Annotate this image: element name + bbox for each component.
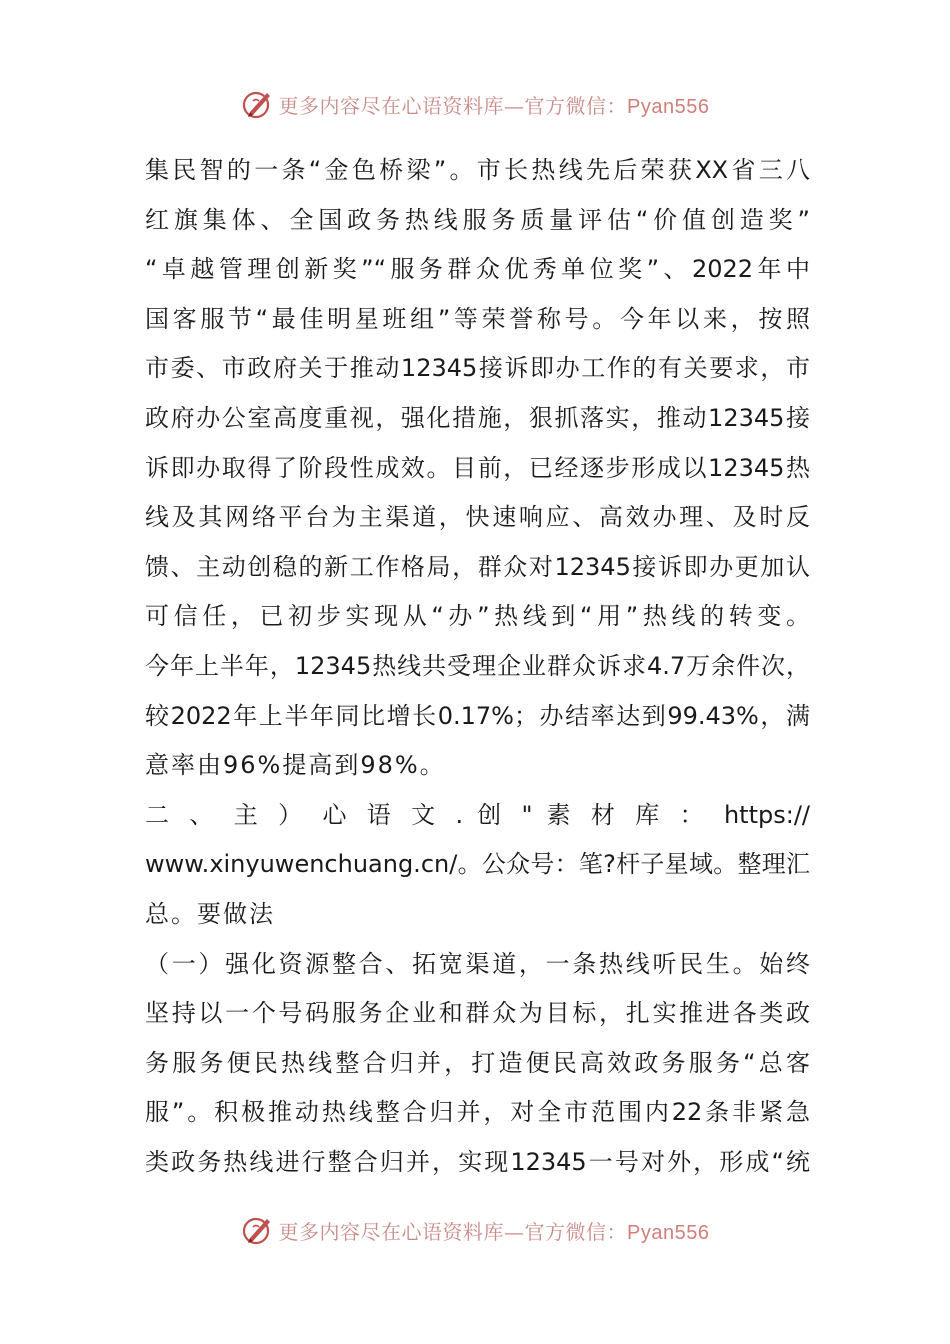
watermark-text — [279, 1216, 710, 1245]
subsection-line: （一）强化资源整合、拓宽渠道，一条热线听民生。始终 — [145, 949, 810, 978]
text-line: 市委、市政府关于推动12345接诉即办工作的有关要求，市 — [145, 354, 810, 383]
text-line: 较2022年上半年同比增长0.17%；办结率达到99.43%，满 — [145, 701, 810, 730]
text-line: 可信任，已初步实现从“办”热线到“用”热线的转变。 — [145, 602, 810, 631]
text-line: 国客服节“最佳明星班组”等荣誉称号。今年以来，按照 — [145, 304, 810, 333]
text-line: 服”。积极推动热线整合归并，对全市范围内22条非紧急 — [145, 1098, 810, 1127]
section-heading-line: 二 、 主 ） 心 语 文 . 创 " 素 材 库 ： https:// — [145, 800, 810, 829]
text-line: 馈、主动创稳的新工作格局，群众对12345接诉即办更加认 — [145, 552, 810, 581]
text-line: 今年上半年，12345热线共受理企业群众诉求4.7万余件次， — [145, 651, 810, 680]
header-watermark — [0, 84, 950, 124]
text-line: 线及其网络平台为主渠道，快速响应、高效办理、及时反 — [145, 503, 810, 532]
footer-watermark — [0, 1210, 950, 1250]
text-line: 意率由96%提高到98%。 — [145, 751, 446, 780]
text-line: 坚持以一个号码服务企业和群众为目标，扎实推进各类政 — [145, 999, 810, 1028]
watermark-text — [279, 90, 710, 119]
text-line: 类政务热线进行整合归并，实现12345一号对外，形成“统 — [145, 1147, 810, 1176]
text-line: 红旗集体、全国政务热线服务质量评估“价值创造奖” — [145, 205, 810, 234]
pen-logo-icon — [241, 87, 275, 121]
watermark-label: 更多内容尽在心语资料库—官方微信： — [278, 1219, 628, 1244]
document-body — [145, 146, 810, 1187]
pen-logo-icon — [241, 1213, 275, 1247]
text-line: “卓越管理创新奖”“服务群众优秀单位奖”、2022年中 — [145, 255, 810, 284]
watermark-label: 更多内容尽在心语资料库—官方微信： — [278, 93, 628, 118]
watermark-handle: Pyan556 — [627, 1221, 710, 1244]
text-line: 政府办公室高度重视，强化措施，狠抓落实，推动12345接 — [145, 403, 810, 432]
text-line: 集民智的一条“金色桥梁”。市长热线先后荣获XX省三八 — [145, 156, 810, 184]
watermark-handle: Pyan556 — [627, 95, 710, 118]
text-line: 诉即办取得了阶段性成效。目前，已经逐步形成以12345热 — [145, 453, 810, 482]
text-line: www.xinyuwenchuang.cn/。公众号：笔?杆子星域。整理汇 — [145, 850, 810, 879]
text-line: 总。要做法 — [145, 899, 275, 928]
text-line: 务服务便民热线整合归并，打造便民高效政务服务“总客 — [145, 1048, 810, 1077]
